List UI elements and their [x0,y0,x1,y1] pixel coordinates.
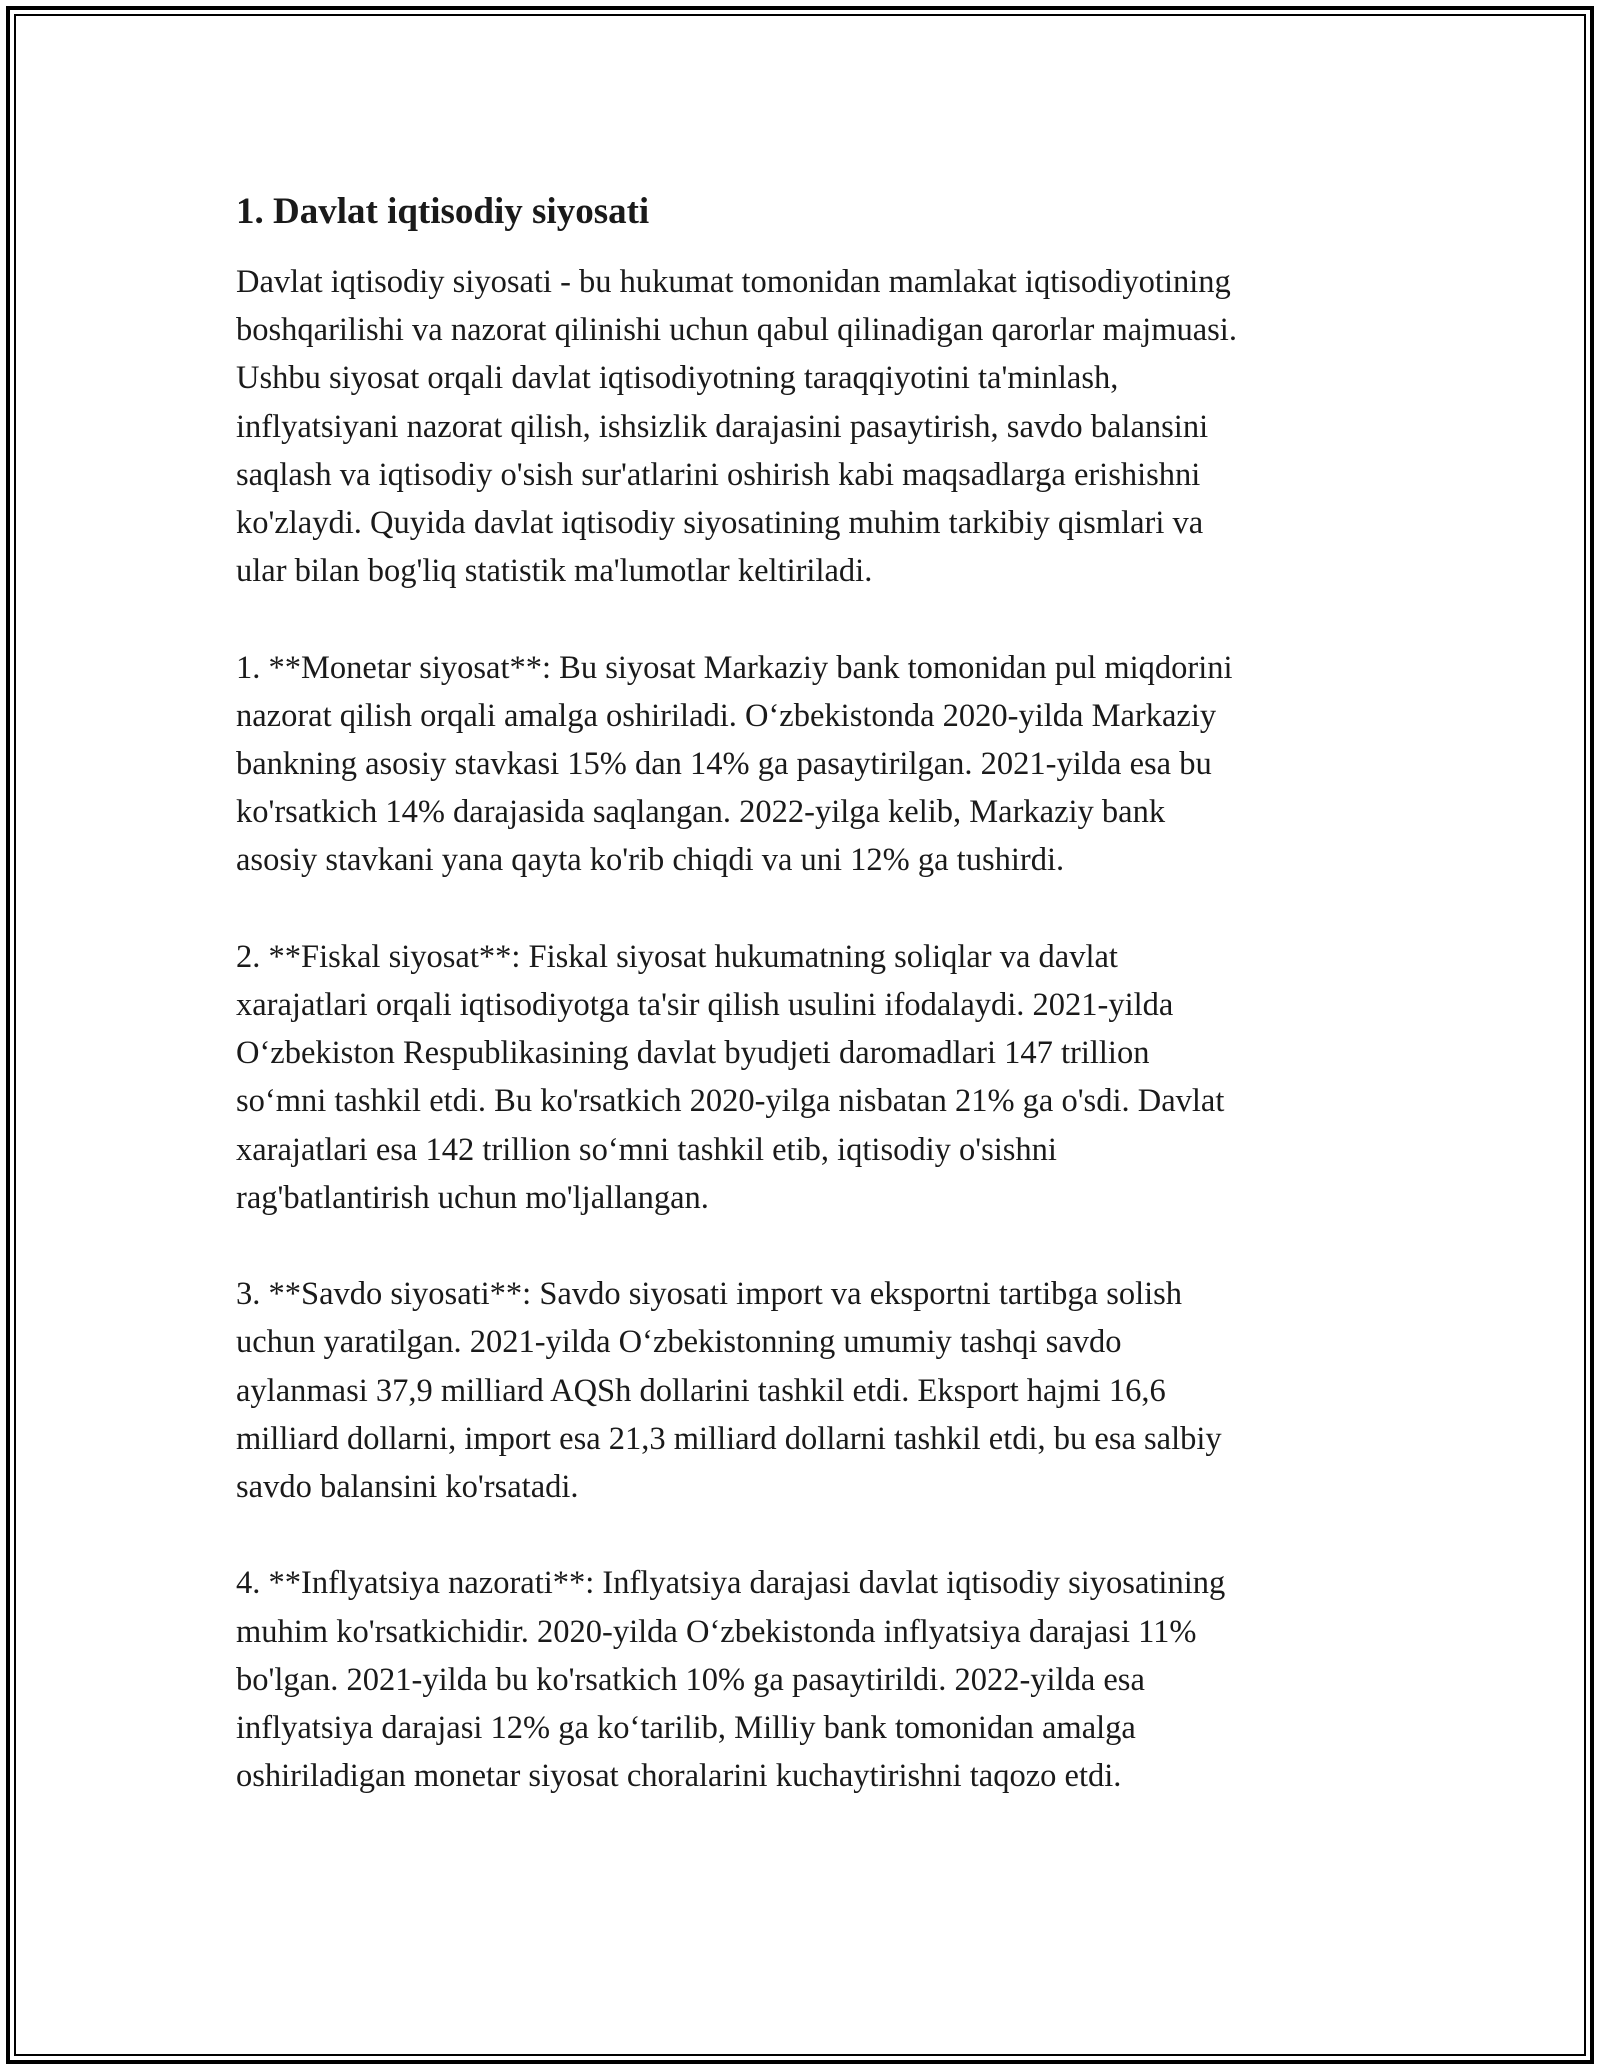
document-body [236,186,1386,1849]
text-line: 3. **Savdo siyosati**: Savdo siyosati import va eksportni tartibga solish [236,1276,1183,1313]
text-line: bankning asosiy stavkasi 15% dan 14% ga pasaytirilgan. 2021-yilda esa bu [236,746,1212,783]
text-line: savdo balansini ko'rsatadi. [236,1469,579,1506]
text-line: nazorat qilish orqali amalga oshiriladi. O‘zbekistonda 2020-yilda Markaziy [236,697,1217,734]
text-line: ko'rsatkich 14% darajasida saqlangan. 2022-yilga kelib, Markaziy bank [236,794,1166,831]
text-line: xarajatlari orqali iqtisodiyotga ta'sir qilish usulini ifodalaydi. 2021-yilda [236,987,1174,1024]
text-line: milliard dollarni, import esa 21,3 milliard dollarni tashkil etdi, bu esa salbiy [236,1420,1222,1457]
text-line: aylanmasi 37,9 milliard AQSh dollarini tashkil etdi. Eksport hajmi 16,6 [236,1372,1166,1409]
fiscal-policy-paragraph [236,933,1386,1222]
text-line: inflyatsiya darajasi 12% ga ko‘tarilib, Milliy bank tomonidan amalga [236,1710,1136,1747]
document-title: 1. Davlat iqtisodiy siyosati [236,191,650,232]
text-line: O‘zbekiston Respublikasining davlat byudjeti daromadlari 147 trillion [236,1035,1150,1072]
intro-paragraph [236,258,1386,595]
text-line: boshqarilishi va nazorat qilinishi uchun qabul qilinadigan qarorlar majmuasi. [236,312,1237,349]
monetary-policy-paragraph [236,644,1386,885]
text-line: 2. **Fiskal siyosat**: Fiskal siyosat hukumatning soliqlar va davlat [236,938,1118,975]
text-line: bo'lgan. 2021-yilda bu ko'rsatkich 10% ga pasaytirildi. 2022-yilda esa [236,1661,1145,1698]
text-line: inflyatsiyani nazorat qilish, ishsizlik darajasini pasaytirish, savdo balansini [236,408,1209,445]
trade-policy-paragraph [236,1270,1386,1511]
text-line: Ushbu siyosat orqali davlat iqtisodiyotning taraqqiyotini ta'minlash, [236,360,1119,397]
text-line: so‘mni tashkil etdi. Bu ko'rsatkich 2020-yilga nisbatan 21% ga o'sdi. Davlat [236,1083,1225,1120]
text-line: asosiy stavkani yana qayta ko'rib chiqdi va uni 12% ga tushirdi. [236,842,1065,879]
text-line: xarajatlari esa 142 trillion so‘mni tashkil etib, iqtisodiy o'sishni [236,1131,1057,1168]
inflation-control-paragraph [236,1559,1386,1800]
text-line: oshiriladigan monetar siyosat choralarini kuchaytirishni taqozo etdi. [236,1758,1122,1795]
text-line: ular bilan bog'liq statistik ma'lumotlar keltiriladi. [236,553,873,590]
text-line: Davlat iqtisodiy siyosati - bu hukumat tomonidan mamlakat iqtisodiyotining [236,264,1231,300]
text-line: 4. **Inflyatsiya nazorati**: Inflyatsiya darajasi davlat iqtisodiy siyosatining [236,1565,1226,1602]
text-line: muhim ko'rsatkichidir. 2020-yilda O‘zbekistonda inflyatsiya darajasi 11% [236,1613,1197,1650]
text-line: 1. **Monetar siyosat**: Bu siyosat Markaziy bank tomonidan pul miqdorini [236,649,1233,686]
text-line: uchun yaratilgan. 2021-yilda O‘zbekistonning umumiy tashqi savdo [236,1324,1122,1361]
text-line: saqlash va iqtisodiy o'sish sur'atlarini oshirish kabi maqsadlarga erishishni [236,456,1201,493]
text-line: ko'zlaydi. Quyida davlat iqtisodiy siyosatining muhim tarkibiy qismlari va [236,505,1204,542]
text-line: rag'batlantirish uchun mo'ljallangan. [236,1179,709,1216]
